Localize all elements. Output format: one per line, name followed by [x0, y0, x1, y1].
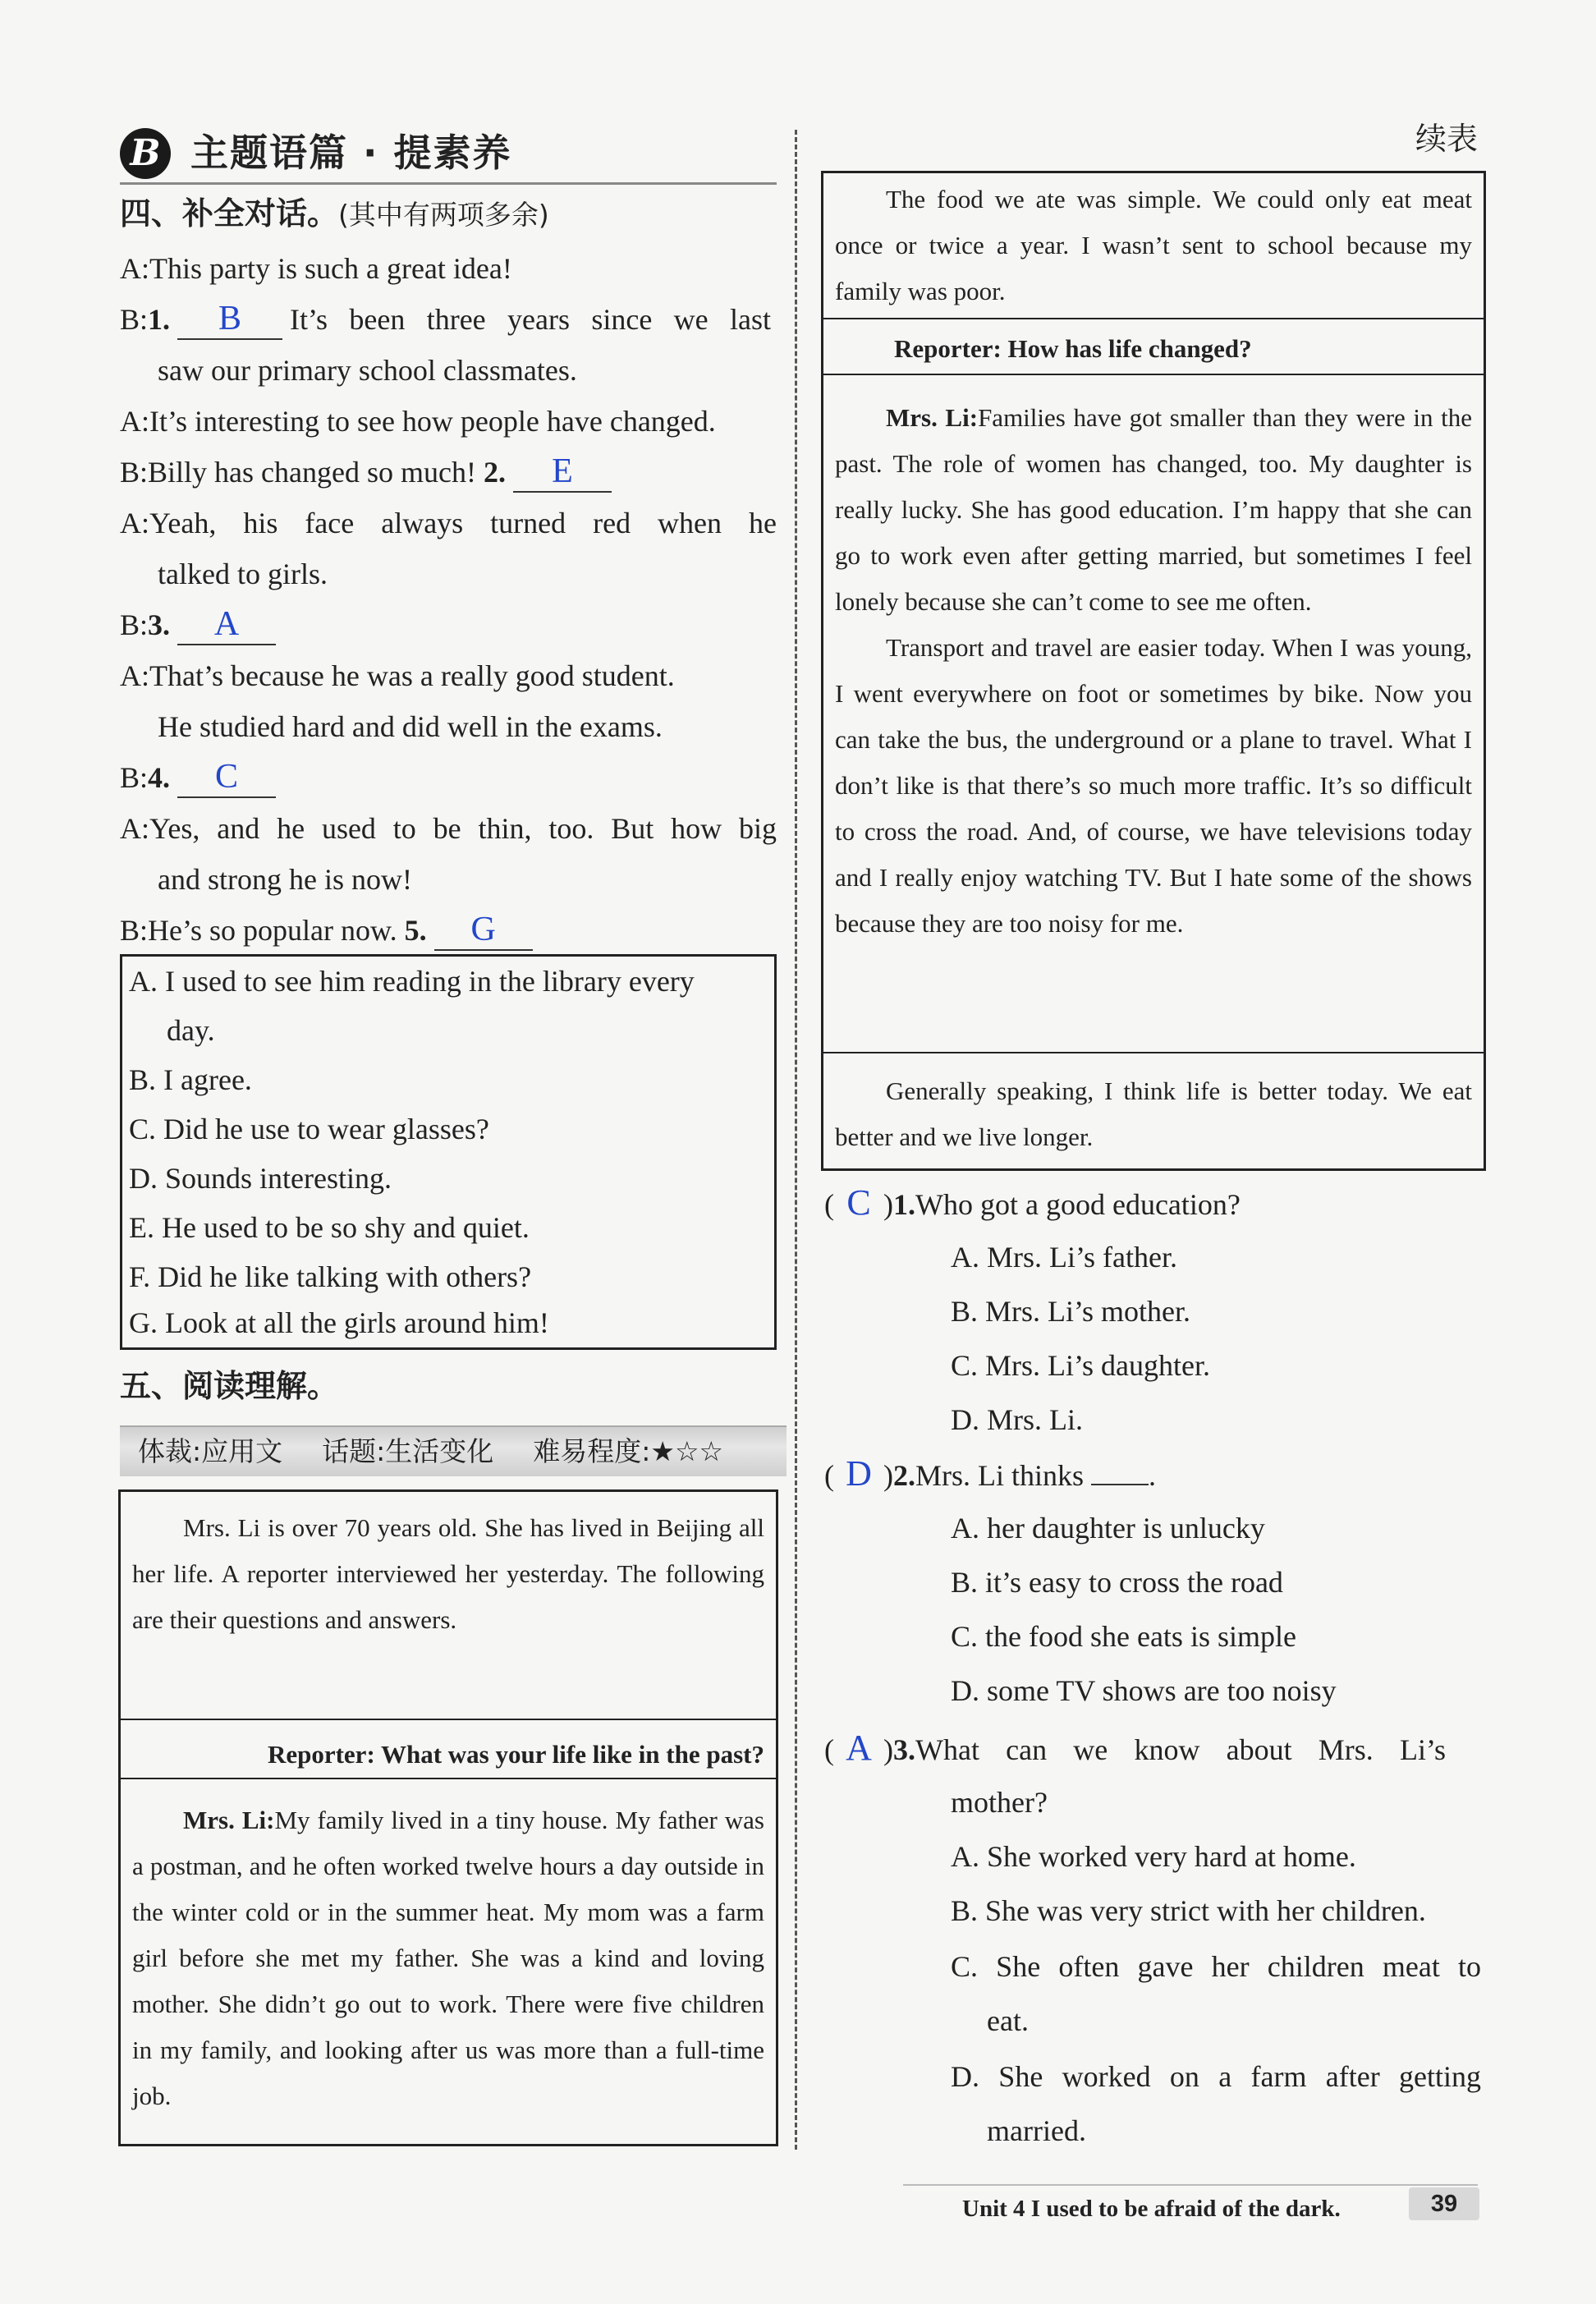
q1-option: A. Mrs. Li’s father. — [951, 1241, 1177, 1274]
reading-box-right — [821, 171, 1486, 1171]
section4-title: 四、补全对话。(其中有两项多余) — [120, 195, 549, 232]
dialogue-line-cont: and strong he is now! — [158, 863, 412, 896]
dialogue-line: A:It’s interesting to see how people have changed. — [120, 405, 716, 438]
question-3: ( A )3.What can we know about Mrs. Li’s — [824, 1721, 1481, 1777]
answer-blank-5[interactable]: G — [434, 910, 533, 951]
q1-option: B. Mrs. Li’s mother. — [951, 1295, 1191, 1328]
fill-blank — [1091, 1484, 1149, 1485]
answer-1-continued: The food we ate was simple. We could only eat meat once or twice a year. I wasn’t sent to school because my family was poor. — [835, 185, 1472, 305]
reporter-question-1: Reporter: What was your life like in the past? — [267, 1740, 764, 1769]
unit-title: Unit 4 I used to be afraid of the dark. — [962, 2196, 1341, 2222]
dialogue-line: A:This party is such a great idea! — [120, 252, 512, 285]
option-item: B. I agree. — [129, 1063, 252, 1096]
dialogue-line: B:3. A — [120, 599, 276, 650]
q2-option: C. the food she eats is simple — [951, 1620, 1296, 1653]
q3-option: A. She worked very hard at home. — [951, 1840, 1356, 1873]
option-item: E. He used to be so shy and quiet. — [129, 1211, 530, 1244]
intro-paragraph: Mrs. Li is over 70 years old. She has lived in Beijing all her life. A reporter interviewed her yesterday. The following are their questions and answers. — [132, 1513, 764, 1634]
q3-option: B. She was very strict with her children. — [951, 1894, 1426, 1927]
answer-1-paragraph: Mrs. Li:My family lived in a tiny house. My father was a postman, and he often worked twelve hours a day outside in the winter cold or in the summer heat. My mom was a farm girl before she met my father. She was a kind and loving mother. She didn’t go out to work. There were five children in my family, and looking after us was more than a full-time job. — [132, 1806, 764, 2110]
dialogue-line: B:1. B It’s been three years since we last — [120, 294, 777, 345]
q2-option: D. some TV shows are too noisy — [951, 1674, 1337, 1707]
option-item: C. Did he use to wear glasses? — [129, 1113, 489, 1145]
q3-option-cont: married. — [987, 2114, 1086, 2147]
page-heading: 主题语篇 · 提素养 — [190, 131, 512, 175]
reporter-question-2: Reporter: How has life changed? — [894, 334, 1252, 363]
options-box — [120, 954, 777, 1350]
option-item: A. I used to see him reading in the library every — [129, 965, 695, 998]
dialogue-line: B:Billy has changed so much! 2. E — [120, 447, 612, 498]
option-item: F. Did he like talking with others? — [129, 1260, 532, 1293]
section5-title: 五、阅读理解。 — [120, 1368, 339, 1404]
dialogue-line: B:4. C — [120, 752, 276, 803]
option-item: G. Look at all the girls around him! — [129, 1306, 549, 1339]
q3-option: D. She worked on a farm after getting — [951, 2060, 1481, 2093]
dialogue-line-cont: talked to girls. — [158, 558, 328, 590]
continued-label: 续表 — [1415, 121, 1479, 157]
q2-option: B. it’s easy to cross the road — [951, 1566, 1283, 1599]
q2-option: A. her daughter is unlucky — [951, 1512, 1265, 1544]
answer-blank-1[interactable]: B — [177, 299, 282, 340]
question-1: ( C )1.Who got a good education? — [824, 1176, 1241, 1232]
dialogue-line: A:Yes, and he used to be thin, too. But how big — [120, 812, 777, 845]
page-number: 39 — [1409, 2187, 1479, 2220]
dialogue-line: B:He’s so popular now. 5. G — [120, 905, 533, 956]
q3-option-cont: eat. — [987, 2004, 1029, 2037]
q1-option: D. Mrs. Li. — [951, 1403, 1083, 1436]
section-badge: B — [120, 128, 171, 179]
q1-option: C. Mrs. Li’s daughter. — [951, 1349, 1210, 1382]
answer-blank-3[interactable]: A — [177, 604, 276, 645]
q3-option: C. She often gave her children meat to — [951, 1950, 1481, 1983]
column-divider — [795, 130, 797, 2150]
answer-2-paragraph: Mrs. Li:Families have got smaller than they were in the past. The role of women has changed, too. My daughter is really lucky. She has good education. I’m happy that she can go to work even after getting married, but sometimes I feel lonely because she can’t come to see me often. Transport and travel are easier today. When I was young, I went everywhere on foot or sometimes by bike. Now you can take the bus, the underground or a plane to travel. What I don’t like is that there’s so much more traffic. It’s so difficult to cross the road. And, of course, we have televisions today and I really enjoy watching TV. But I hate some of the shows because they are too noisy for me. — [835, 403, 1473, 938]
answer-blank-4[interactable]: C — [177, 757, 276, 798]
answer-2[interactable]: D — [846, 1453, 872, 1494]
conclusion-paragraph: Generally speaking, I think life is better today. We eat better and we live longer. — [835, 1076, 1472, 1151]
question-3-cont: mother? — [951, 1786, 1048, 1819]
genre-bar: 体裁:应用文 话题:生活变化 难易程度:★☆☆ — [120, 1425, 787, 1476]
option-item: day. — [167, 1014, 215, 1047]
answer-3[interactable]: A — [846, 1728, 872, 1768]
dialogue-line-cont: saw our primary school classmates. — [158, 354, 577, 387]
footer-rule — [903, 2184, 1478, 2186]
answer-1[interactable]: C — [846, 1182, 871, 1223]
heading-rule — [120, 182, 777, 185]
dialogue-line-cont: He studied hard and did well in the exams. — [158, 710, 663, 743]
reading-box-left — [118, 1489, 778, 2146]
answer-blank-2[interactable]: E — [513, 452, 612, 493]
dialogue-line: A:Yeah, his face always turned red when he — [120, 507, 777, 539]
option-item: D. Sounds interesting. — [129, 1162, 392, 1195]
question-2: ( D )2.Mrs. Li thinks . — [824, 1447, 1156, 1503]
dialogue-line: A:That’s because he was a really good student. — [120, 659, 675, 692]
